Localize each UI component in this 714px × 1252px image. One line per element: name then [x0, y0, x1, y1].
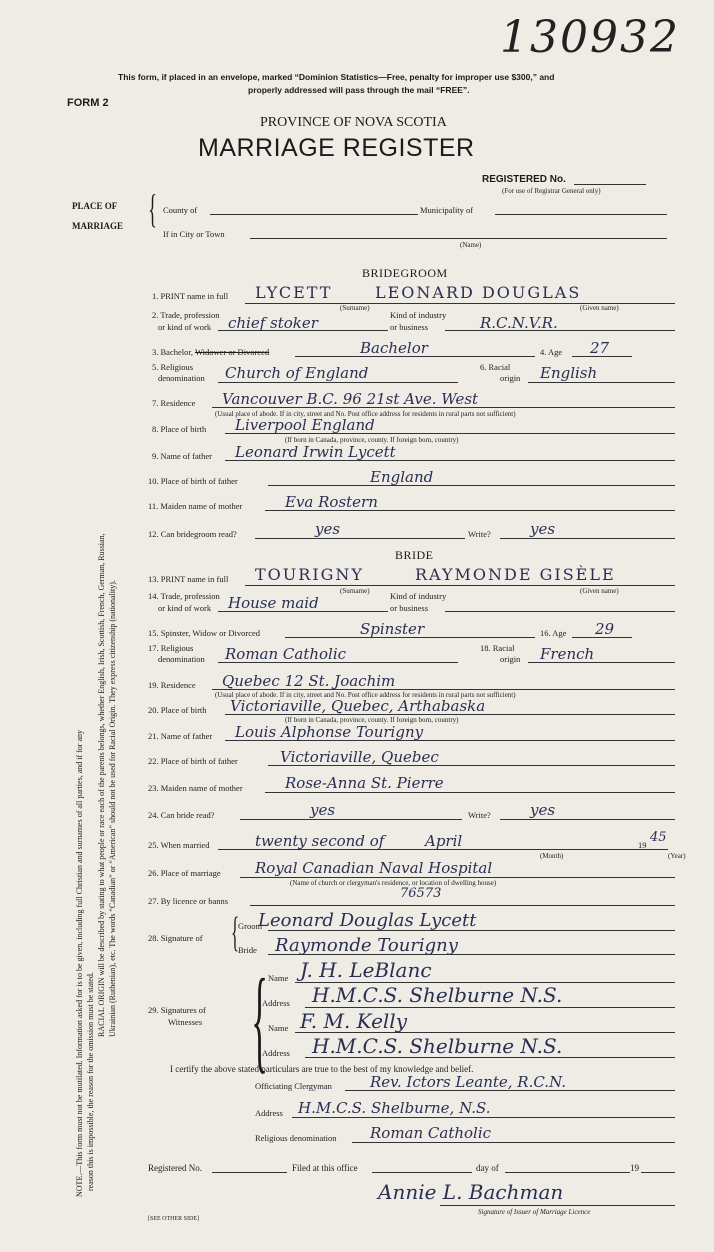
f1-label: 1. PRINT name in full: [152, 291, 229, 301]
bride-sig-label: Bride: [238, 945, 257, 955]
f13-line: [245, 585, 675, 586]
bride-racial-label-b: origin: [500, 654, 521, 664]
section-bride: BRIDE: [395, 548, 434, 562]
bride-write-line: [500, 819, 675, 820]
f13-label: 13. PRINT name in full: [148, 574, 229, 584]
bride-signature: Raymonde Tourigny: [275, 935, 458, 956]
f11-label: 11. Maiden name of mother: [148, 501, 243, 511]
f17-label-a: 17. Religious: [148, 643, 194, 653]
f22-label: 22. Place of birth of father: [148, 756, 238, 766]
witness2-address-label: Address: [262, 1048, 290, 1058]
clergy-address-label: Address: [255, 1108, 283, 1118]
witness1-name: J. H. LeBlanc: [300, 958, 432, 982]
bride-father-birthplace: Victoriaville, Quebec: [280, 748, 439, 766]
issuer-line: [440, 1205, 675, 1206]
issuer-caption: Signature of Issuer of Marriage Licence: [478, 1208, 591, 1216]
married-year: 45: [650, 830, 667, 845]
groom-given-caption: (Given name): [580, 304, 619, 312]
groom-religion: Church of England: [225, 364, 369, 382]
groom-father: Leonard Irwin Lycett: [235, 443, 396, 461]
f9-label: 9. Name of father: [152, 451, 212, 461]
groom-industry: R.C.N.V.R.: [480, 314, 558, 332]
f29-label-a: 29. Signatures of: [148, 1005, 206, 1015]
bride-trade: House maid: [228, 594, 319, 612]
footer-day-line: [505, 1172, 630, 1173]
witness-brace: {: [251, 956, 268, 1083]
f19-label: 19. Residence: [148, 680, 196, 690]
groom-residence: Vancouver B.C. 96 21st Ave. West: [222, 390, 479, 408]
groom-write-label: Write?: [468, 529, 491, 539]
groom-mother: Eva Rostern: [285, 493, 378, 511]
municipality-label: Municipality of: [420, 205, 474, 215]
name-caption: (Name): [460, 241, 482, 249]
f12-label: 12. Can bridegroom read?: [148, 529, 237, 539]
f3-label: 3. Bachelor, Widower or Divorced: [152, 347, 270, 357]
side-note: [74, 327, 118, 1197]
f26-line: [240, 877, 675, 878]
bride-status: Spinster: [360, 620, 425, 638]
groom-birthplace: Liverpool England: [235, 416, 375, 434]
footer-year-line: [641, 1172, 675, 1173]
f21-label: 21. Name of father: [148, 731, 213, 741]
f28-label: 28. Signature of: [148, 933, 203, 943]
issuer-signature: Annie L. Bachman: [378, 1180, 564, 1204]
bride-industry-label-b: or business: [390, 603, 429, 613]
bride-age-label: 16. Age: [540, 628, 567, 638]
f24-label: 24. Can bride read?: [148, 810, 215, 820]
witness1-address: H.M.C.S. Shelburne N.S.: [312, 983, 563, 1007]
bride-residence-caption: (Usual place of abode. If in city, street and No. Post office address for residents in rural parts not sufficient): [215, 691, 516, 699]
groom-surname-caption: (Surname): [340, 304, 370, 312]
f14-label-a: 14. Trade, profession: [148, 591, 220, 601]
f24-line: [240, 819, 462, 820]
f10-label: 10. Place of birth of father: [148, 476, 238, 486]
licence-number: 76573: [400, 886, 442, 901]
clergyman: Rev. Ictors Leante, R.C.N.: [370, 1073, 567, 1091]
f2-label-b: or kind of work: [158, 322, 212, 332]
groom-industry-label-b: or business: [390, 322, 429, 332]
witness2-name-label: Name: [268, 1023, 289, 1033]
bride-surname: TOURIGNY: [255, 565, 364, 584]
witness2-name: F. M. Kelly: [300, 1009, 408, 1033]
bride-mother: Rose-Anna St. Pierre: [285, 774, 444, 792]
f7-label: 7. Residence: [152, 398, 196, 408]
bride-write-label: Write?: [468, 810, 491, 820]
f5-line: [218, 382, 458, 383]
struck-text: Widower or Divorced: [194, 347, 270, 357]
bride-religion: Roman Catholic: [225, 645, 347, 663]
bride-racial: French: [540, 645, 595, 663]
marriage-place-caption: (Name of church or clergyman's residence, or location of dwelling house): [290, 879, 497, 887]
side-note-line-1: NOTE.—This form must not be mutilated. Information asked for is to be given, including full Christian and surnames of all parties, and if for any: [75, 729, 84, 1197]
footer-registered-label: Registered No.: [148, 1163, 202, 1173]
groom-birth-caption: (If born in Canada, province, county. If foreign born, country): [285, 436, 459, 444]
footer-filed-label: Filed at this office: [292, 1163, 358, 1173]
f20-label: 20. Place of birth: [148, 705, 207, 715]
f2-label-a: 2. Trade, profession: [152, 310, 220, 320]
f15-label: 15. Spinster, Widow or Divorced: [148, 628, 261, 638]
section-bridegroom: BRIDEGROOM: [362, 266, 448, 280]
year-caption: (Year): [668, 852, 686, 860]
groom-write-line: [500, 538, 675, 539]
groom-racial: English: [540, 364, 598, 382]
bride-residence: Quebec 12 St. Joachim: [222, 672, 396, 690]
f25-label: 25. When married: [148, 840, 210, 850]
f27-label: 27. By licence or banns: [148, 896, 229, 906]
denomination-line: [352, 1142, 675, 1143]
marriage-place: Royal Canadian Naval Hospital: [255, 859, 493, 877]
f14-label-b: or kind of work: [158, 603, 212, 613]
f5-label-a: 5. Religious: [152, 362, 194, 372]
place-label-1: PLACE OF: [72, 201, 118, 211]
groom-trade: chief stoker: [228, 314, 318, 332]
f10-line: [268, 485, 675, 486]
groom-age: 27: [590, 339, 610, 357]
form-label: FORM 2: [67, 97, 109, 109]
bride-racial-label-a: 18. Racial: [480, 643, 515, 653]
county-line: [210, 214, 418, 215]
bride-given-caption: (Given name): [580, 587, 619, 595]
page-title: MARRIAGE REGISTER: [198, 134, 475, 162]
footer-day-label: day of: [476, 1163, 499, 1173]
serial-number: 130932: [500, 12, 680, 63]
married-month: April: [425, 832, 463, 850]
groom-industry-label-a: Kind of industry: [390, 310, 447, 320]
clergyman-label: Officiating Clergyman: [255, 1081, 332, 1091]
f17-label-b: denomination: [158, 654, 205, 664]
groom-signature: Leonard Douglas Lycett: [258, 910, 477, 931]
clergy-denomination: Roman Catholic: [370, 1124, 492, 1142]
f27-line: [250, 905, 675, 906]
groom-surname: LYCETT: [255, 283, 333, 302]
witness1-address-line: [305, 1007, 675, 1008]
witness2-address: H.M.C.S. Shelburne N.S.: [312, 1034, 563, 1058]
groom-racial-label-a: 6. Racial: [480, 362, 511, 372]
married-year-prefix: 19: [638, 840, 647, 850]
county-label: County of: [163, 205, 198, 215]
city-label: If in City or Town: [163, 229, 225, 239]
bride-can-write: yes: [530, 801, 556, 819]
province-heading: PROVINCE OF NOVA SCOTIA: [260, 115, 447, 130]
bride-can-read: yes: [310, 801, 336, 819]
city-line: [250, 238, 667, 239]
clergy-address-line: [292, 1117, 675, 1118]
groom-racial-label-b: origin: [500, 373, 521, 383]
witness1-name-label: Name: [268, 973, 289, 983]
groom-father-birthplace: England: [370, 468, 434, 486]
bride-birth-caption: (If born in Canada, province, county. If foreign born, country): [285, 716, 459, 724]
groom-sig-label: Groom: [238, 921, 263, 931]
f26-label: 26. Place of marriage: [148, 868, 221, 878]
witness1-address-label: Address: [262, 998, 290, 1008]
groom-status: Bachelor: [360, 339, 428, 357]
registrar-note: (For use of Registrar General only): [502, 187, 601, 195]
side-note-line-2: reason this is impossible, the reason for the omission must be stated.: [86, 972, 95, 1191]
bride-given-names: RAYMONDE GISÈLE: [415, 565, 616, 584]
side-note-line-3: RACIAL ORIGIN will be described by stating to what people or race each of the parents belongs, whether English, Irish, Scottish, French, German, Russian,: [97, 533, 106, 1037]
married-day: twenty second of: [255, 832, 385, 850]
groom-can-read: yes: [315, 520, 341, 538]
registered-no-line: [574, 184, 646, 185]
registered-no-label: REGISTERED No.: [482, 174, 566, 185]
certify-text: I certify the above stated particulars are true to the best of my knowledge and belief.: [170, 1064, 474, 1074]
bride-surname-caption: (Surname): [340, 587, 370, 595]
bride-industry-label-a: Kind of industry: [390, 591, 447, 601]
f5-label-b: denomination: [158, 373, 205, 383]
bride-industry-line: [445, 611, 675, 612]
groom-given-names: LEONARD DOUGLAS: [375, 283, 582, 302]
signature-brace: {: [231, 910, 240, 956]
municipality-line: [495, 214, 667, 215]
f29-label-b: Witnesses: [168, 1017, 203, 1027]
footer-year-prefix: 19: [630, 1163, 639, 1173]
denomination-label: Religious denomination: [255, 1133, 337, 1143]
notice-line-2: properly addressed will pass through the mail “FREE”.: [248, 85, 470, 95]
groom-can-write: yes: [530, 520, 556, 538]
side-note-line-4: Ukrainian (Ruthenian), etc. The words “Canadian” or “American” should not be used for Racial Origin. They express citizenship (nationality).: [108, 580, 117, 1037]
footer-registered-line: [212, 1172, 287, 1173]
groom-racial-line: [528, 382, 675, 383]
groom-residence-caption: (Usual place of abode. If in city, street and No. Post office address for residents in rural parts not sufficient): [215, 410, 516, 418]
bride-birthplace: Victoriaville, Quebec, Arthabaska: [230, 697, 486, 715]
place-label-2: MARRIAGE: [72, 221, 123, 231]
f12-line: [255, 538, 465, 539]
f8-label: 8. Place of birth: [152, 424, 207, 434]
bride-father: Louis Alphonse Tourigny: [235, 723, 424, 741]
bride-age: 29: [595, 620, 615, 638]
notice-line-1: This form, if placed in an envelope, marked “Dominion Statistics—Free, penalty for improper use $300,” and: [118, 72, 555, 82]
f23-line: [265, 792, 675, 793]
place-brace: {: [148, 186, 157, 231]
see-other-side: [SEE OTHER SIDE]: [148, 1216, 199, 1222]
clergy-address: H.M.C.S. Shelburne, N.S.: [298, 1099, 491, 1117]
f23-label: 23. Maiden name of mother: [148, 783, 243, 793]
month-caption: (Month): [540, 852, 564, 860]
groom-age-label: 4. Age: [540, 347, 563, 357]
footer-filed-line: [372, 1172, 472, 1173]
